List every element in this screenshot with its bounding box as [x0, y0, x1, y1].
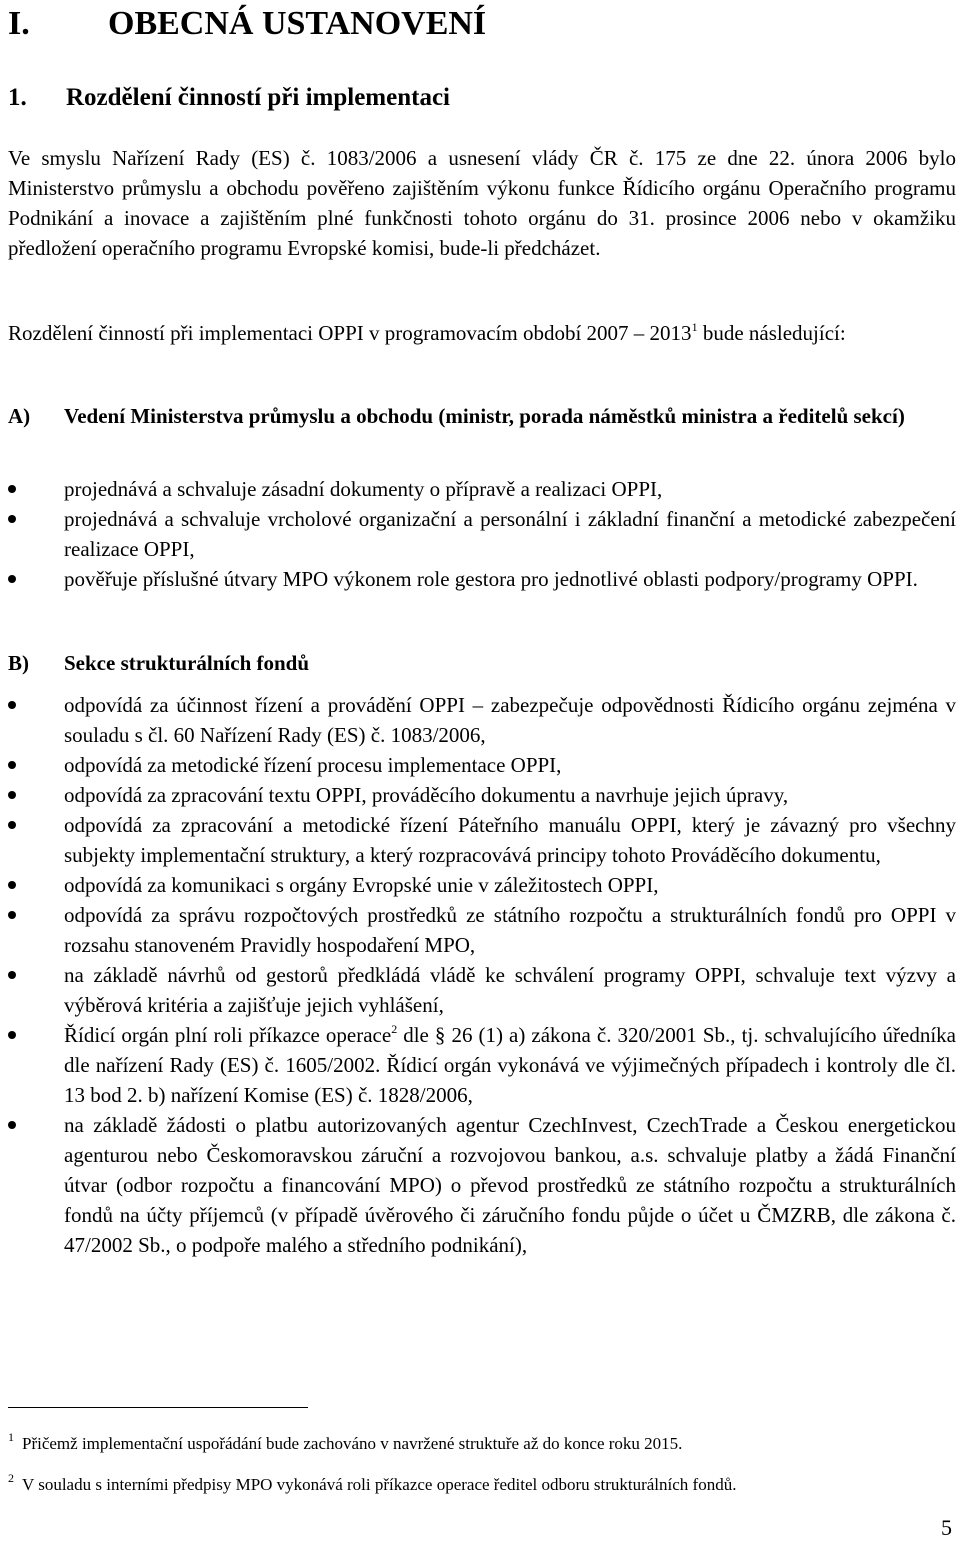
list-item: odpovídá za účinnost řízení a provádění OPPI – zabezpečuje odpovědnosti Řídicího orgánu zejména v souladu s čl. 60 Nařízení Rady (ES) č. 1083/2006, [8, 690, 956, 750]
bullet-icon [8, 881, 16, 889]
bullet-icon [8, 791, 16, 799]
section-title: Rozdělení činností při implementaci [66, 84, 450, 111]
footnote-text: Přičemž implementační uspořádání bude zachováno v navržené struktuře až do konce roku 2015. [22, 1434, 683, 1453]
bullet-icon [8, 971, 16, 979]
section-b-list [8, 690, 956, 1260]
bullet-icon [8, 821, 16, 829]
list-item: odpovídá za komunikaci s orgány Evropské unie v záležitostech OPPI, [8, 870, 956, 900]
list-item: projednává a schvaluje zásadní dokumenty o přípravě a realizaci OPPI, [8, 474, 956, 504]
section-b-letter: B) [8, 651, 29, 675]
footnote-mark: 2 [8, 1471, 14, 1485]
section-number: 1. [8, 84, 27, 111]
footnote-mark: 1 [8, 1430, 14, 1444]
list-item: projednává a schvaluje vrcholové organizační a personální i základní finanční a metodické zabezpečení realizace OPPI, [8, 504, 956, 564]
footnote-separator [8, 1407, 308, 1408]
chapter-number: I. [8, 5, 30, 42]
list-item: odpovídá za zpracování a metodické řízení Páteřního manuálu OPPI, který je závazný pro všechny subjekty implementační struktury, a který rozpracovává principy tohoto Prováděcího dokumentu, [8, 810, 956, 870]
section-b-title: Sekce strukturálních fondů [64, 651, 310, 675]
list-item: odpovídá za metodické řízení procesu implementace OPPI, [8, 750, 956, 780]
bullet-icon [8, 485, 16, 493]
list-item: odpovídá za zpracování textu OPPI, prováděcího dokumentu a navrhuje jejich úpravy, [8, 780, 956, 810]
list-item: na základě návrhů od gestorů předkládá vládě ke schválení programy OPPI, schvaluje text výzvy a výběrová kritéria a zajišťuje jejich vyhlášení, [8, 960, 956, 1020]
chapter-heading [8, 4, 486, 44]
list-item: na základě žádosti o platbu autorizovaných agentur CzechInvest, CzechTrade a Českou energetickou agenturou nebo Českomoravskou záruční a rozvojovou bankou, a.s. schvaluje platby a žádá Finanční útvar (odbor rozpočtu a financování MPO) o převod prostředků ze státního rozpočtu a strukturálních fondů na účty příjemců (v případě úvěrového či záručního fondu půjde o účet u ČMZRB, dle zákona č. 47/2002 Sb., o podpoře malého a středního podnikání), [8, 1110, 956, 1260]
list-item: Řídicí orgán plní roli příkazce operace$^2$ dle § 26 (1) a) zákona č. 320/2001 Sb., tj. schvalujícího úředníka dle nařízení Rady (ES) č. 1605/2002. Řídicí orgán vykonává ve výjimečných případech i kontroly dle čl. 13 bod 2. b) nařízení Komise (ES) č. 1828/2006, [8, 1020, 956, 1110]
bullet-icon [8, 515, 16, 523]
list-item: odpovídá za správu rozpočtových prostředků ze státního rozpočtu a strukturálních fondů pro OPPI v rozsahu stanoveném Pravidly hospodaření MPO, [8, 900, 956, 960]
section-a-letter: A) [8, 404, 31, 428]
footnote-1 [8, 1430, 956, 1455]
section-heading [8, 82, 450, 114]
intro-paragraph: Ve smyslu Nařízení Rady (ES) č. 1083/2006 a usnesení vlády ČR č. 175 ze dne 22. února 2006 bylo Ministerstvo průmyslu a obchodu pověřeno zajištěním výkonu funkce Řídicího orgánu Operačního programu Podnikání a inovace a zajištěním plné funkčnosti tohoto orgánu do 31. prosince 2006 nebo v okamžiku předložení operačního programu Evropské komisi, bude-li předcházet. [8, 146, 956, 260]
footnote-ref-2: 2 [391, 1022, 398, 1036]
page-number: 5 [941, 1515, 952, 1540]
bullet-icon [8, 911, 16, 919]
bullet-icon [8, 701, 16, 709]
section-a-list [8, 474, 956, 594]
bullet-icon [8, 1031, 16, 1039]
footnote-2 [8, 1471, 956, 1496]
division-paragraph-end: bude následující: [697, 321, 846, 345]
bullet-icon [8, 1121, 16, 1129]
footnote-ref-1: 1 [691, 320, 698, 334]
list-item: pověřuje příslušné útvary MPO výkonem role gestora pro jednotlivé oblasti podpory/programy OPPI. [8, 564, 956, 594]
division-paragraph [8, 318, 956, 348]
bullet-icon [8, 575, 16, 583]
section-a-title: Vedení Ministerstva průmyslu a obchodu (ministr, porada náměstků ministra a ředitelů sekcí) [64, 404, 905, 428]
footnote-text: V souladu s interními předpisy MPO vykonává roli příkazce operace ředitel odboru strukturálních fondů. [22, 1475, 737, 1494]
division-paragraph-text: Rozdělení činností při implementaci OPPI v programovacím období 2007 – 2013 [8, 321, 692, 345]
chapter-title: OBECNÁ USTANOVENÍ [108, 5, 487, 42]
bullet-icon [8, 761, 16, 769]
